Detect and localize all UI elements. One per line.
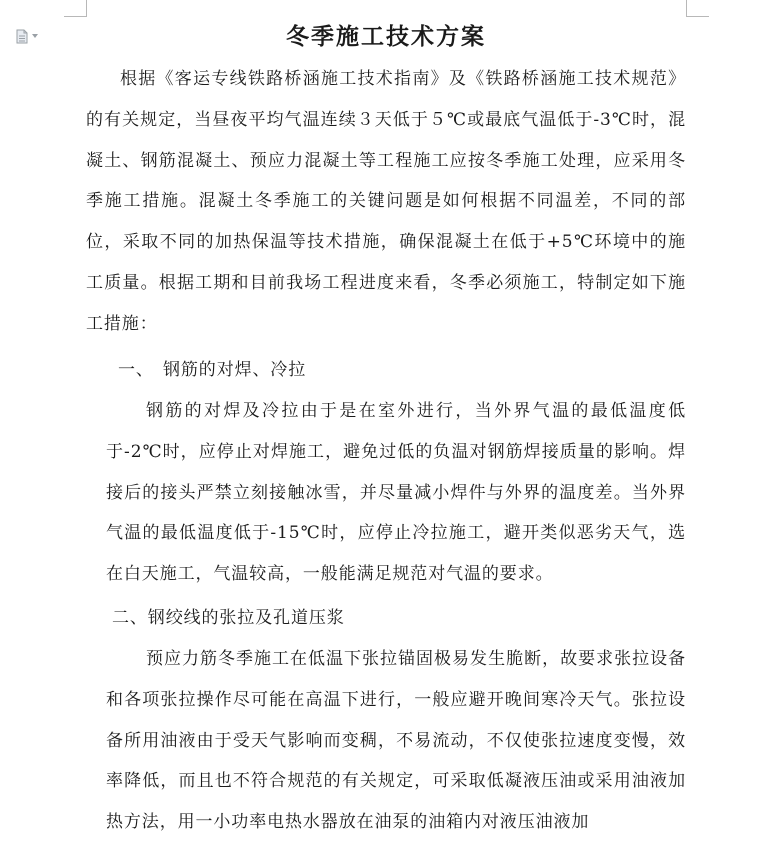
intro-paragraph: 根据《客运专线铁路桥涵施工技术指南》及《铁路桥涵施工技术规范》的有关规定，当昼夜平均气温连续３天低于５℃或最底气温低于-3℃时，混凝土、钢筋混凝土、预应力混凝土等工程施工应按冬季施工处理，应采用冬季施工措施。混凝土冬季施工的关键问题是如何根据不同温差，不同的部位，采取不同的加热保温等技术措施，确保混凝土在低于+5℃环境中的施工质量。根据工期和目前我场工程进度来看，冬季必须施工，特制定如下施工措施： <box>86 69 686 334</box>
section-2-heading: 二、钢绞线的张拉及孔道压浆 <box>112 608 345 628</box>
section-1-heading <box>118 350 678 391</box>
page-corner-mark-right <box>686 0 709 17</box>
chevron-down-icon <box>32 34 38 38</box>
document-title: 冬季施工技术方案 <box>286 23 486 50</box>
section-1-title: 钢筋的对焊、冷拉 <box>163 360 307 380</box>
document-icon <box>16 29 28 44</box>
section-1-paragraph: 钢筋的对焊及冷拉由于是在室外进行，当外界气温的最低温度低于-2℃时，应停止对焊施工，避免过低的负温对钢筋焊接质量的影响。焊接后的接头严禁立刻接触冰雪，并尽量减小焊件与外界的温度差。当外界气温的最低温度低于-15℃时，应停止冷拉施工，避开类似恶劣天气，选在白天施工，气温较高，一般能满足规范对气温的要求。 <box>106 401 686 585</box>
document-menu-button[interactable] <box>16 28 48 44</box>
section-2-paragraph: 预应力筋冬季施工在低温下张拉锚固极易发生脆断，故要求张拉设备和各项张拉操作尽可能在高温下进行，一般应避开晚间寒冷天气。张拉设备所用油液由于受天气影响而变稠，不易流动，不仅使张拉速度变慢，效率降低，而且也不符合规范的有关规定，可采取低凝液压油或采用油液加热方法，用一小功率电热水器放在油泵的油箱内对液压油液加 <box>106 649 686 833</box>
section-1-number: 一、 <box>118 360 154 380</box>
page-corner-mark-left <box>64 0 87 17</box>
